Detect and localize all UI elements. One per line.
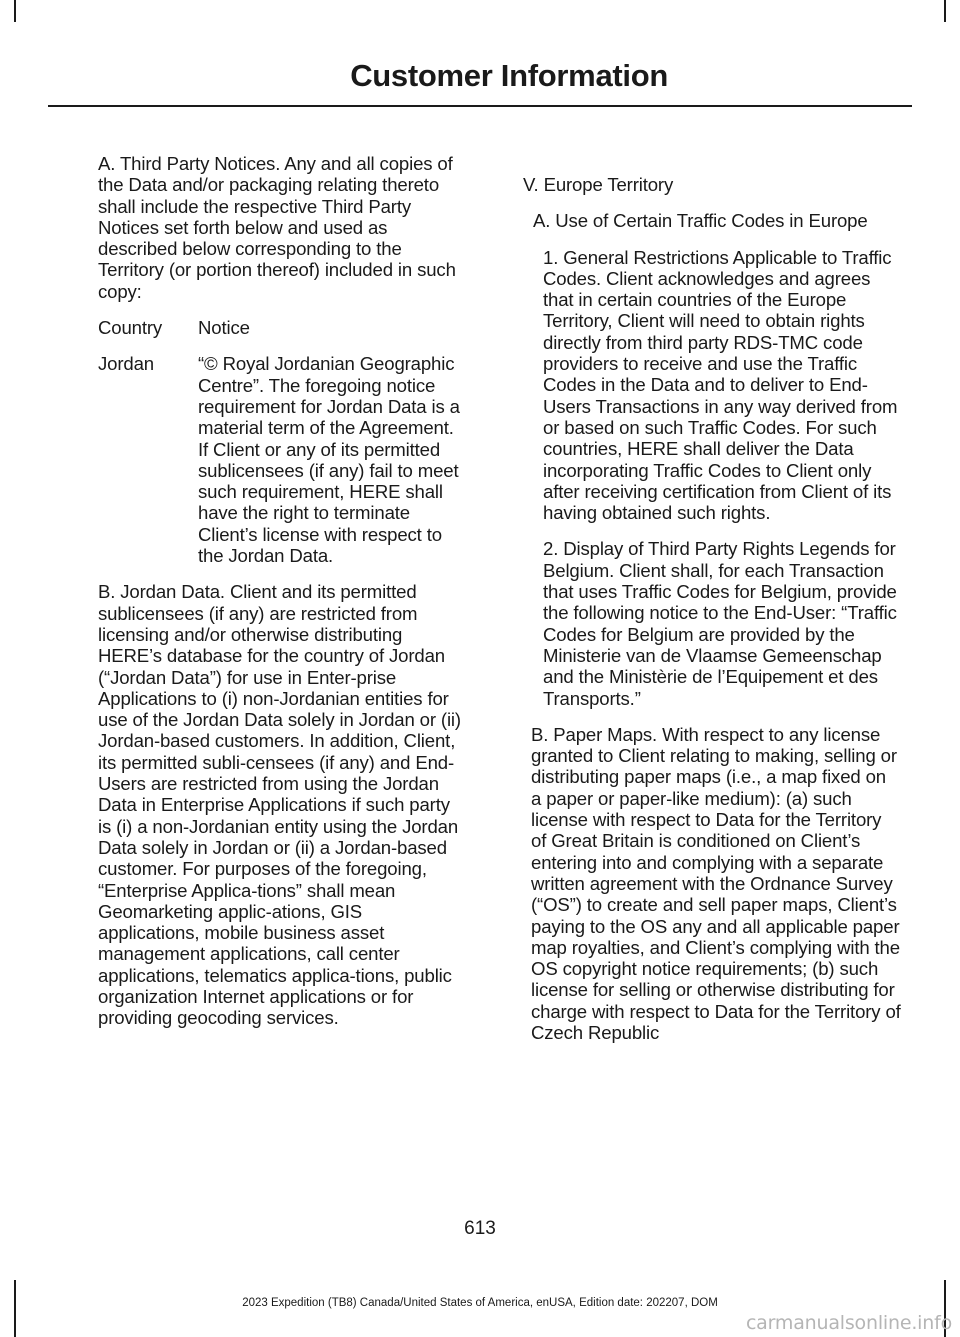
section-heading-europe-territory: V. Europe Territory xyxy=(523,174,674,195)
section-heading-traffic-codes: A. Use of Certain Traffic Codes in Europe xyxy=(533,210,868,232)
header-divider xyxy=(48,105,912,107)
right-column xyxy=(523,174,901,1058)
paragraph-general-restrictions: 1. General Restrictions Applicable to Traffic Codes. Client acknowledges and agrees that in certain countries of the Europe Territory, Client will need to obtain rights directly from third party RDS-TMC code providers to receive and use the Traffic Codes in the Data and to deliver to End-Users Transactions in any way derived from or based on such Traffic Codes. For such countries, HERE shall deliver the Data incorporating Traffic Codes to Client only after receiving certification from Client of its having obtained such rights. xyxy=(543,246,898,524)
page-number: 613 xyxy=(464,1218,496,1239)
table-cell-notice: “© Royal Jordanian Geographic Centre”. The foregoing notice requirement for Jordan Data is a material term of the Agreement. If Client or any of its permitted sublicensees (if any) fail to meet such requirement, HERE shall have the right to terminate Client’s license with respect to the Jordan Data. xyxy=(198,353,460,567)
notice-table xyxy=(98,317,468,566)
paragraph-jordan-data: B. Jordan Data. Client and its permitted sublicensees (if any) are restricted from licensing and/or otherwise distributing HERE’s database for the country of Jordan (“Jordan Data”) for use in Enter-prise Applications to (i) non-Jordanian entities for use of the Jordan Data solely in Jordan or (ii) Jordan-based customers. In addition, Client, its permitted subli-censees (if any) and End-Users are restricted from using the Jordan Data in Enterprise Applications if such party is (i) a non-Jordanian entity using the Jordan Data solely in Jordan or (ii) a Jordan-based customer. For purposes of the foregoing, “Enterprise Applica-tions” shall mean Geomarketing applic-ations, GIS applications, mobile business asset management applications, call center applications, telematics applica-tions, public organization Internet applications or for providing geocoding services. xyxy=(98,581,461,1029)
paragraph-third-party-notices: A. Third Party Notices. Any and all copies of the Data and/or packaging relating thereto shall include the respective Third Party Notices set forth below and used as described below corresponding to the Territory (or portion thereof) included in such copy: xyxy=(98,153,456,302)
paragraph-belgium-legends: 2. Display of Third Party Rights Legends for Belgium. Client shall, for each Transaction that uses Traffic Codes for Belgium, provide the following notice to the End-User: “Traffic Codes for Belgium are provided by the Ministerie van de Vlaamse Gemeenschap and the Ministèrie de l’Equipement et des Transports.” xyxy=(543,538,897,709)
left-column xyxy=(98,153,468,1044)
paragraph-paper-maps: B. Paper Maps. With respect to any license granted to Client relating to making, selling or distributing paper maps (i.e., a map fixed on a paper or paper-like medium): (a) such license with respect to Data for the Territory of Great Britain is conditioned on Client’s entering into and complying with a separate written agreement with the Ordnance Survey (“OS”) to create and sell paper maps, Client’s paying to the OS any and all applicable paper map royalties, and Client’s complying with the OS copyright notice requirements; (b) such license for selling or otherwise distributing for charge with respect to Data for the Territory of Czech Republic xyxy=(531,723,901,1043)
table-row xyxy=(98,353,468,566)
table-header-country: Country xyxy=(98,317,163,339)
table-header-notice: Notice xyxy=(198,317,250,339)
crop-mark-top-right xyxy=(944,0,946,22)
watermark: carmanualsonline.info xyxy=(745,1312,952,1334)
table-cell-country: Jordan xyxy=(98,353,154,375)
footer-edition-info: 2023 Expedition (TB8) Canada/United States of America, enUSA, Edition date: 202207, DOM xyxy=(242,1297,718,1309)
crop-mark-top-left xyxy=(14,0,16,22)
page-title: Customer Information xyxy=(350,58,668,93)
table-header-row xyxy=(98,317,468,353)
